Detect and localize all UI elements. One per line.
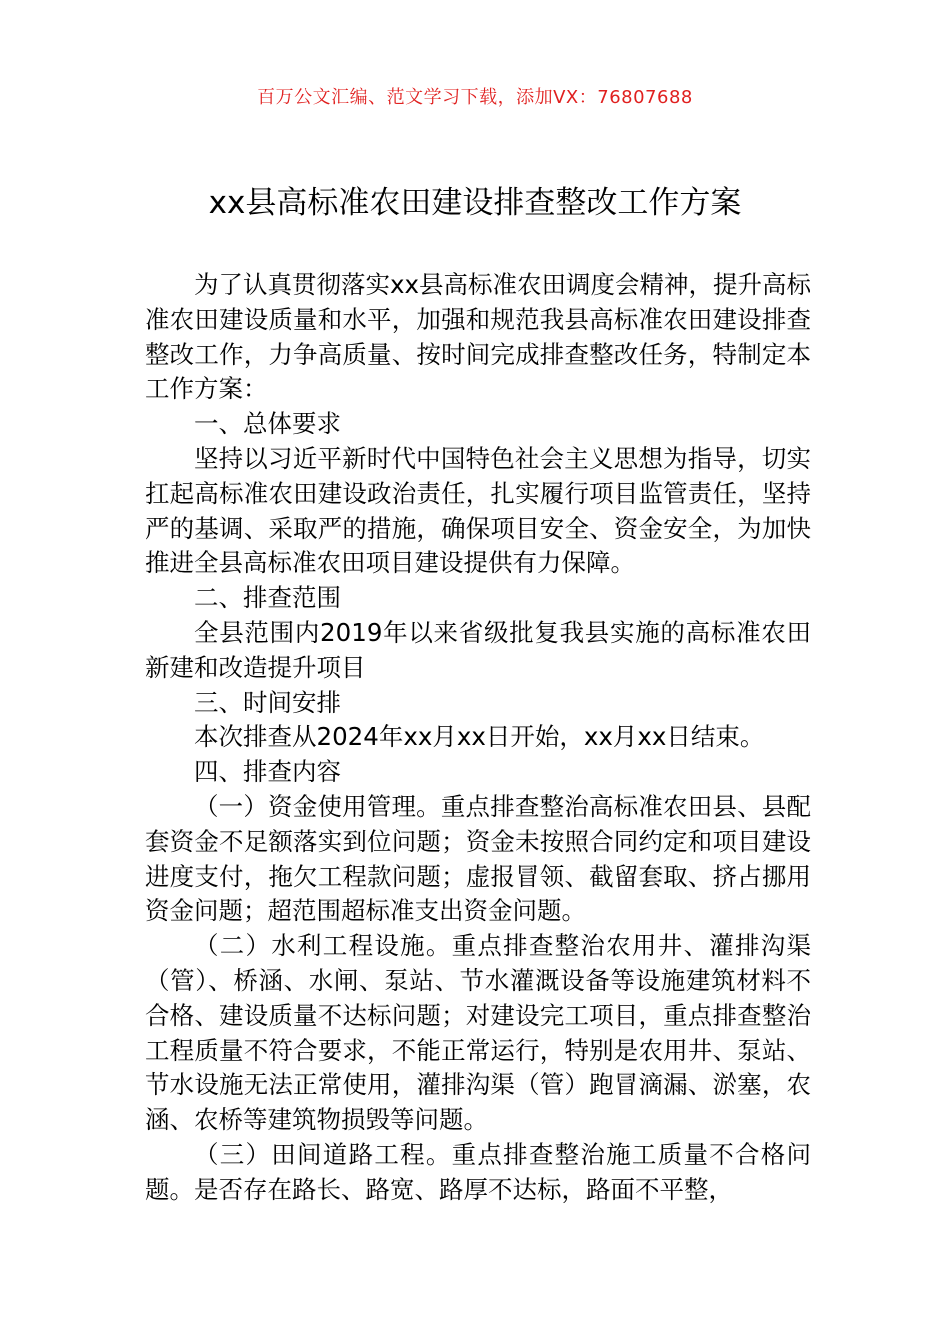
document-title: xx县高标准农田建设排查整改工作方案: [208, 185, 742, 221]
paragraph-item-3: （三）田间道路工程。重点排查整治施工质量不合格问题。是否存在路长、路宽、路厚不达标，路面不平整，: [145, 1139, 811, 1204]
paragraph-section-3: 本次排查从2024年xx月xx日开始，xx月xx日结束。: [194, 722, 765, 752]
paragraph-item-2: （二）水利工程设施。重点排查整治农用井、灌排沟渠（管）、桥涵、水闸、泵站、节水灌溉设备等设施建筑材料不合格、建设质量不达标问题；对建设完工项目，重点排查整治工程质量不符合要求，不能正常运行，特别是农用井、泵站、节水设施无法正常使用，灌排沟渠（管）跑冒滴漏、淤塞，农涵、农桥等建筑物损毁等问题。: [145, 931, 811, 1135]
section-heading-3: 三、时间安排: [194, 687, 341, 717]
paragraph-section-1: 坚持以习近平新时代中国特色社会主义思想为指导，切实扛起高标准农田建设政治责任，扎实履行项目监管责任，坚持严的基调、采取严的措施，确保项目安全、资金安全，为加快推进全县高标准农田项目建设提供有力保障。: [145, 443, 811, 578]
paragraph-intro: 为了认真贯彻落实xx县高标准农田调度会精神，提升高标准农田建设质量和水平，加强和规范我县高标准农田建设排查整改工作，力争高质量、按时间完成排查整改任务，特制定本工作方案：: [145, 270, 811, 404]
paragraph-item-1: （一）资金使用管理。重点排查整治高标准农田县、县配套资金不足额落实到位问题；资金未按照合同约定和项目建设进度支付，拖欠工程款问题；虚报冒领、截留套取、挤占挪用资金问题；超范围超标准支出资金问题。: [145, 791, 811, 926]
document-body: [145, 268, 811, 1208]
section-heading-1: 一、总体要求: [194, 409, 341, 439]
section-heading-4: 四、排查内容: [194, 757, 341, 787]
section-heading-2: 二、排查范围: [194, 583, 341, 613]
header-note: 百万公文汇编、范文学习下载，添加VX：76807688: [257, 87, 693, 108]
paragraph-section-2: 全县范围内2019年以来省级批复我县实施的高标准农田新建和改造提升项目: [145, 617, 811, 682]
